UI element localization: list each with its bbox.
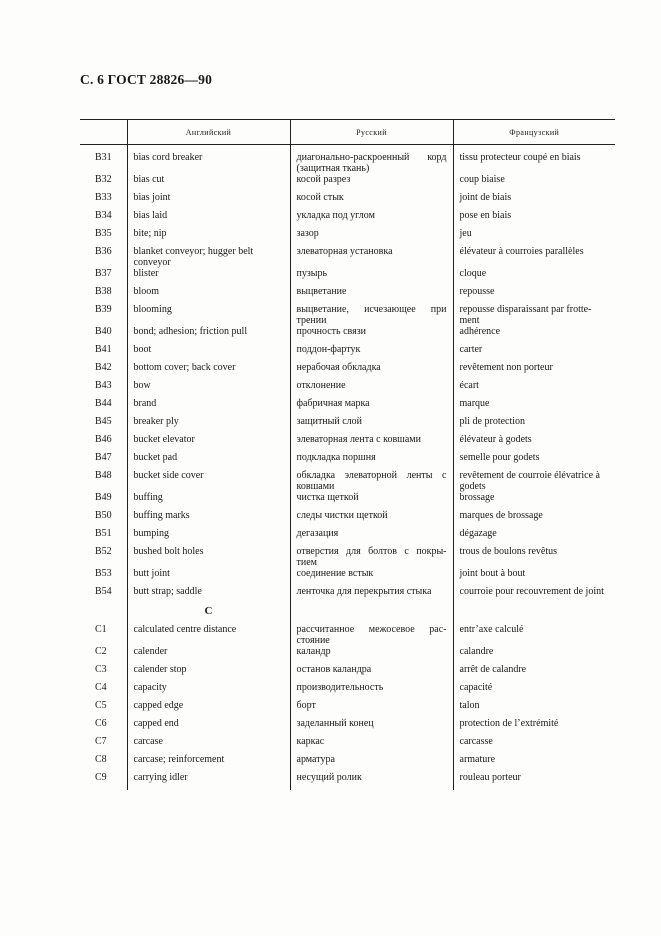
english-term: bucket elevator — [127, 434, 290, 452]
french-term: coup biaise — [453, 174, 615, 192]
table-row — [80, 586, 615, 604]
table-row — [80, 344, 615, 362]
russian-term: поддон-фартук — [290, 344, 453, 362]
term-code: B31 — [95, 152, 112, 163]
french-term: marque — [453, 398, 615, 416]
term-code: B36 — [95, 246, 112, 257]
russian-term: отверстия для болтов с покры-тием — [290, 546, 453, 568]
table-row — [80, 192, 615, 210]
term-code: B39 — [95, 304, 112, 315]
french-term: carter — [453, 344, 615, 362]
empty-cell — [80, 604, 127, 624]
english-term: capped edge — [127, 700, 290, 718]
french-term: dégazage — [453, 528, 615, 546]
french-term: courroie pour recouvrement de joint — [453, 586, 615, 604]
french-term: repousse disparaissant par frotte-ment — [453, 304, 615, 326]
french-term: calandre — [453, 646, 615, 664]
french-term: cloque — [453, 268, 615, 286]
term-code: B32 — [95, 174, 112, 185]
table-row — [80, 682, 615, 700]
russian-term: выцветание, исчезающее при трении — [290, 304, 453, 326]
term-code: C4 — [95, 682, 107, 693]
term-code: B43 — [95, 380, 112, 391]
russian-term: фабричная марка — [290, 398, 453, 416]
english-term: bias cut — [127, 174, 290, 192]
table-row — [80, 246, 615, 268]
french-term: trous de boulons revêtus — [453, 546, 615, 568]
russian-term: борт — [290, 700, 453, 718]
english-term: capped end — [127, 718, 290, 736]
french-term: pose en biais — [453, 210, 615, 228]
table-row — [80, 718, 615, 736]
russian-term: рассчитанное межосевое рас-стояние — [290, 624, 453, 646]
english-term: bias cord breaker — [127, 145, 290, 175]
russian-term: соединение встык — [290, 568, 453, 586]
french-term: semelle pour godets — [453, 452, 615, 470]
term-code: B44 — [95, 398, 112, 409]
russian-term: останов каландра — [290, 664, 453, 682]
english-term: buffing marks — [127, 510, 290, 528]
table-row — [80, 546, 615, 568]
term-code: B53 — [95, 568, 112, 579]
russian-term: пузырь — [290, 268, 453, 286]
empty-cell — [290, 604, 453, 624]
russian-term: диагонально-раскроенный корд (защитная ткань) — [290, 145, 453, 175]
table-row — [80, 398, 615, 416]
term-code: C2 — [95, 646, 107, 657]
term-code: C6 — [95, 718, 107, 729]
russian-term: подкладка поршня — [290, 452, 453, 470]
column-header-code — [80, 120, 127, 145]
english-term: bond; adhesion; friction pull — [127, 326, 290, 344]
french-term: talon — [453, 700, 615, 718]
term-code: B40 — [95, 326, 112, 337]
french-term: arrêt de calandre — [453, 664, 615, 682]
table-row — [80, 470, 615, 492]
english-term: bias joint — [127, 192, 290, 210]
french-term: marques de brossage — [453, 510, 615, 528]
term-code: C9 — [95, 772, 107, 783]
russian-term: арматура — [290, 754, 453, 772]
table-row — [80, 362, 615, 380]
english-term: calculated centre distance — [127, 624, 290, 646]
page-title: С. 6 ГОСТ 28826—90 — [80, 72, 213, 87]
english-term: brand — [127, 398, 290, 416]
russian-term: отклонение — [290, 380, 453, 398]
russian-term: заделанный конец — [290, 718, 453, 736]
english-term: bloom — [127, 286, 290, 304]
french-term: revêtement de courroie élévatrice à godets — [453, 470, 615, 492]
term-code: C3 — [95, 664, 107, 675]
table-header-row — [80, 120, 615, 145]
term-code: B41 — [95, 344, 112, 355]
term-code: B37 — [95, 268, 112, 279]
russian-term: выцветание — [290, 286, 453, 304]
french-term: entr’axe calculé — [453, 624, 615, 646]
table-row — [80, 772, 615, 790]
french-term: carcasse — [453, 736, 615, 754]
english-term: butt strap; saddle — [127, 586, 290, 604]
term-code: B34 — [95, 210, 112, 221]
term-code: B47 — [95, 452, 112, 463]
table-row — [80, 624, 615, 646]
term-code: B54 — [95, 586, 112, 597]
english-term: bucket pad — [127, 452, 290, 470]
english-term: blanket conveyor; hugger belt conveyor — [127, 246, 290, 268]
term-code: B38 — [95, 286, 112, 297]
table-row — [80, 416, 615, 434]
english-term: carcase; reinforcement — [127, 754, 290, 772]
french-term: brossage — [453, 492, 615, 510]
table-row — [80, 452, 615, 470]
english-term: carcase — [127, 736, 290, 754]
column-header-russian: Русский — [290, 120, 453, 145]
french-term: capacité — [453, 682, 615, 700]
term-code: B33 — [95, 192, 112, 203]
french-term: pli de protection — [453, 416, 615, 434]
table-row — [80, 754, 615, 772]
russian-term: производительность — [290, 682, 453, 700]
table-row — [80, 568, 615, 586]
section-row — [80, 604, 615, 624]
russian-term: несущий ролик — [290, 772, 453, 790]
english-term: bumping — [127, 528, 290, 546]
russian-term: ленточка для перекрытия стыка — [290, 586, 453, 604]
table-row — [80, 700, 615, 718]
russian-term: элеваторная лента с ковшами — [290, 434, 453, 452]
term-code: B52 — [95, 546, 112, 557]
table-row — [80, 228, 615, 246]
term-code: C1 — [95, 624, 107, 635]
english-term: bite; nip — [127, 228, 290, 246]
russian-term: нерабочая обкладка — [290, 362, 453, 380]
russian-term: чистка щеткой — [290, 492, 453, 510]
column-header-english: Английский — [127, 120, 290, 145]
term-code: B48 — [95, 470, 112, 481]
term-code: B49 — [95, 492, 112, 503]
section-letter: C — [127, 604, 290, 624]
term-code: B51 — [95, 528, 112, 539]
french-term: armature — [453, 754, 615, 772]
english-term: boot — [127, 344, 290, 362]
table-row — [80, 492, 615, 510]
table-row — [80, 145, 615, 175]
term-code: C7 — [95, 736, 107, 747]
russian-term: косой разрез — [290, 174, 453, 192]
english-term: butt joint — [127, 568, 290, 586]
french-term: adhérence — [453, 326, 615, 344]
french-term: protection de l’extrémité — [453, 718, 615, 736]
english-term: blister — [127, 268, 290, 286]
table-row — [80, 646, 615, 664]
term-code: B42 — [95, 362, 112, 373]
russian-term: дегазация — [290, 528, 453, 546]
french-term: élévateur à courroies parallèles — [453, 246, 615, 268]
russian-term: защитный слой — [290, 416, 453, 434]
table-row — [80, 174, 615, 192]
term-code: B35 — [95, 228, 112, 239]
french-term: tissu protecteur coupé en biais — [453, 145, 615, 175]
glossary-table — [80, 119, 615, 790]
table-row — [80, 304, 615, 326]
term-code: C8 — [95, 754, 107, 765]
russian-term: каландр — [290, 646, 453, 664]
english-term: bottom cover; back cover — [127, 362, 290, 380]
english-term: bucket side cover — [127, 470, 290, 492]
table-row — [80, 434, 615, 452]
russian-term: следы чистки щеткой — [290, 510, 453, 528]
english-term: blooming — [127, 304, 290, 326]
table-row — [80, 510, 615, 528]
table-row — [80, 528, 615, 546]
english-term: carrying idler — [127, 772, 290, 790]
table-row — [80, 286, 615, 304]
french-term: jeu — [453, 228, 615, 246]
french-term: revêtement non porteur — [453, 362, 615, 380]
english-term: buffing — [127, 492, 290, 510]
empty-cell — [453, 604, 615, 624]
english-term: calender — [127, 646, 290, 664]
english-term: breaker ply — [127, 416, 290, 434]
english-term: bias laid — [127, 210, 290, 228]
french-term: joint bout à bout — [453, 568, 615, 586]
english-term: calender stop — [127, 664, 290, 682]
russian-term: укладка под углом — [290, 210, 453, 228]
french-term: écart — [453, 380, 615, 398]
table-row — [80, 326, 615, 344]
english-term: bow — [127, 380, 290, 398]
french-term: élévateur à godets — [453, 434, 615, 452]
table-row — [80, 210, 615, 228]
english-term: capacity — [127, 682, 290, 700]
term-code: B46 — [95, 434, 112, 445]
russian-term: каркас — [290, 736, 453, 754]
russian-term: прочность связи — [290, 326, 453, 344]
french-term: joint de biais — [453, 192, 615, 210]
table-row — [80, 736, 615, 754]
russian-term: косой стык — [290, 192, 453, 210]
french-term: repousse — [453, 286, 615, 304]
english-term: bushed bolt holes — [127, 546, 290, 568]
table-row — [80, 268, 615, 286]
russian-term: элеваторная установка — [290, 246, 453, 268]
term-code: C5 — [95, 700, 107, 711]
russian-term: зазор — [290, 228, 453, 246]
russian-term: обкладка элеваторной ленты с ковшами — [290, 470, 453, 492]
table-row — [80, 664, 615, 682]
table-row — [80, 380, 615, 398]
term-code: B50 — [95, 510, 112, 521]
term-code: B45 — [95, 416, 112, 427]
column-header-french: Французский — [453, 120, 615, 145]
french-term: rouleau porteur — [453, 772, 615, 790]
